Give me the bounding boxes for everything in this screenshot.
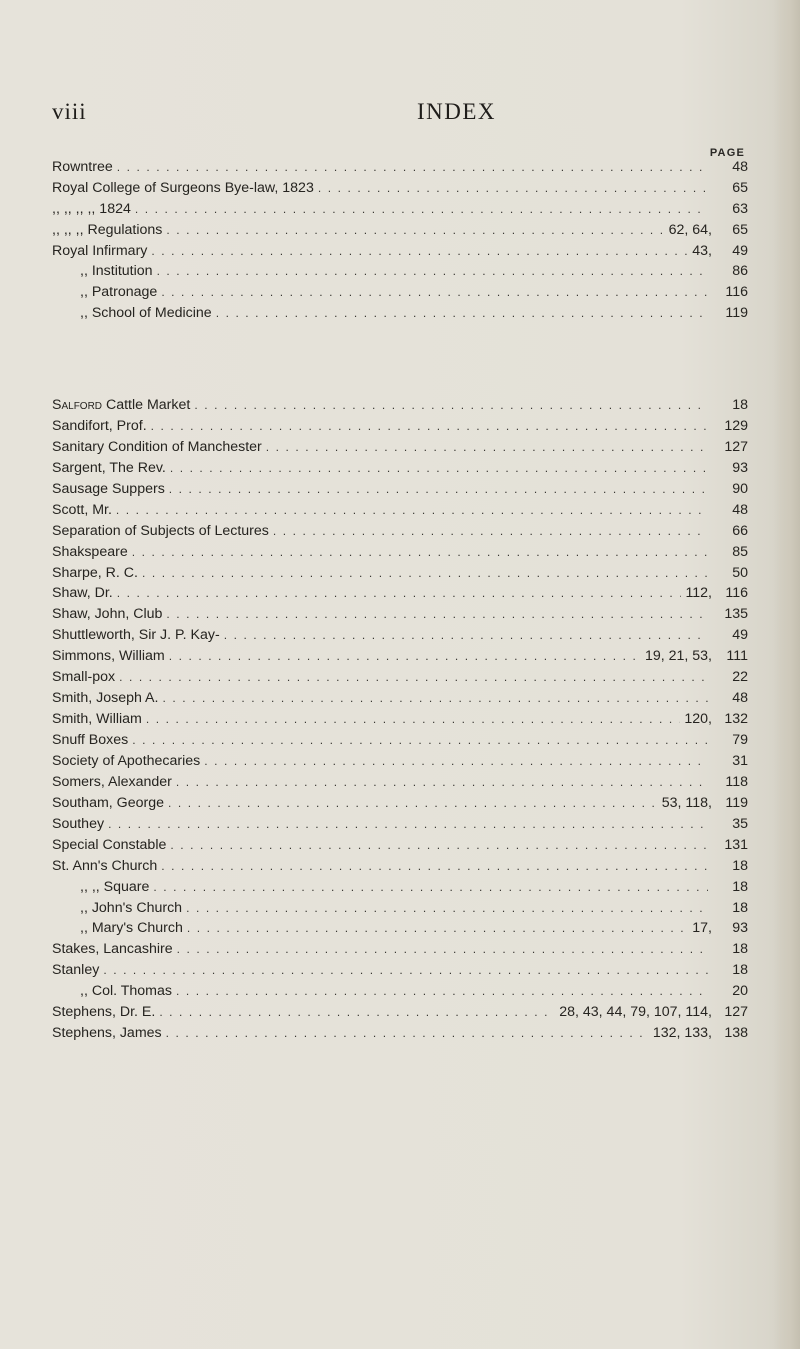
dot-leader <box>157 264 708 278</box>
entry-last-page: 50 <box>732 564 748 581</box>
dot-leader <box>153 880 708 894</box>
entry-label: Southey <box>52 815 105 832</box>
index-entry <box>52 941 748 962</box>
dot-leader <box>266 440 708 454</box>
index-entry <box>52 418 748 439</box>
index-entry <box>52 180 748 201</box>
dot-leader <box>151 419 708 433</box>
dot-leader <box>187 921 688 935</box>
entry-pages <box>688 920 748 936</box>
index-entry <box>52 690 748 711</box>
entry-pages <box>708 180 748 196</box>
entry-pages <box>708 565 748 581</box>
entry-page-refs: 132, 133, <box>652 1025 712 1042</box>
entry-pages <box>708 201 748 217</box>
dot-leader <box>117 160 708 174</box>
entry-pages <box>708 263 748 279</box>
entry-last-page: 18 <box>732 878 748 895</box>
entry-label: Separation of Subjects of Lectures <box>52 522 269 539</box>
entry-label: ,, Mary's Church <box>80 920 183 937</box>
entry-pages <box>708 284 748 300</box>
entry-label: Shuttleworth, Sir J. P. Kay- <box>52 627 220 644</box>
entry-label-smallcaps: Salford <box>52 397 103 413</box>
entry-label: Scott, Mr. <box>52 501 112 518</box>
entry-pages <box>708 690 748 706</box>
entry-last-page: 79 <box>732 732 748 748</box>
entry-label: Sanitary Condition of Manchester <box>52 438 262 455</box>
index-entry <box>52 732 748 753</box>
index-entry <box>52 606 748 627</box>
entry-page-refs: 112, <box>685 585 712 602</box>
dot-leader <box>161 859 708 873</box>
index-group-s <box>52 397 748 1046</box>
index-group-royal <box>52 159 748 326</box>
entry-label: Stanley <box>52 962 100 979</box>
index-entry <box>52 159 748 180</box>
index-entry <box>52 648 748 669</box>
entry-pages <box>708 879 748 895</box>
entry-page-refs: 19, 21, 53, <box>644 648 712 665</box>
entry-last-page: 65 <box>732 221 748 238</box>
entry-label: Sharpe, R. C. <box>52 564 138 581</box>
entry-last-page: 85 <box>732 543 748 560</box>
entry-label: ,, Col. Thomas <box>80 983 172 1000</box>
entry-last-page: 49 <box>732 627 748 644</box>
page-number: viii <box>52 99 87 124</box>
entry-last-page: 18 <box>732 857 748 874</box>
index-entry <box>52 962 748 983</box>
entry-pages <box>681 585 748 601</box>
dot-leader <box>159 1005 555 1019</box>
entry-pages <box>708 627 748 643</box>
entry-last-page: 93 <box>732 459 748 476</box>
entry-last-page: 31 <box>732 752 748 769</box>
dot-leader <box>103 963 708 977</box>
entry-page-refs: 17, <box>692 920 712 937</box>
entry-pages <box>708 669 748 685</box>
entry-label: Stephens, Dr. E. <box>52 1004 156 1021</box>
dot-leader <box>162 691 708 705</box>
dot-leader <box>166 607 708 621</box>
dot-leader <box>151 244 688 258</box>
page-edge-shadow <box>774 0 800 1349</box>
dot-leader <box>169 482 708 496</box>
entry-label: Shaw, Dr. <box>52 585 113 602</box>
entry-label: Sandifort, Prof. <box>52 417 147 434</box>
entry-pages <box>708 837 748 853</box>
index-entry <box>52 795 748 816</box>
entry-last-page: 49 <box>732 242 748 259</box>
index-entry <box>52 816 748 837</box>
entry-last-page: 18 <box>732 397 748 413</box>
dot-leader <box>119 670 708 684</box>
dot-leader <box>161 285 708 299</box>
entry-last-page: 127 <box>724 1004 748 1021</box>
index-entry <box>52 920 748 941</box>
entry-label: Sausage Suppers <box>52 480 165 497</box>
dot-leader <box>116 503 708 517</box>
index-entry <box>52 1025 748 1046</box>
entry-label: Small-pox <box>52 669 116 686</box>
entry-label: Stakes, Lancashire <box>52 941 173 958</box>
index-entry <box>52 523 748 544</box>
index-entry <box>52 284 748 305</box>
dot-leader <box>135 202 708 216</box>
entry-pages <box>708 460 748 476</box>
entry-pages <box>555 1004 748 1020</box>
entry-last-page: 22 <box>732 669 748 686</box>
entry-pages <box>680 711 748 727</box>
entry-last-page: 48 <box>732 501 748 518</box>
entry-last-page: 18 <box>732 941 748 958</box>
entry-label: Southam, George <box>52 794 164 811</box>
dot-leader <box>216 306 708 320</box>
dot-leader <box>169 649 641 663</box>
entry-last-page: 18 <box>732 899 748 916</box>
entry-label: Sargent, The Rev. <box>52 459 166 476</box>
entry-last-page: 119 <box>725 794 748 811</box>
entry-pages <box>688 243 748 259</box>
entry-pages <box>708 753 748 769</box>
entry-pages <box>658 795 748 811</box>
entry-label: Simmons, William <box>52 648 165 665</box>
entry-label: Shakspeare <box>52 543 128 560</box>
entry-page-refs: 120, <box>684 711 712 728</box>
entry-label: Rowntree <box>52 159 113 175</box>
entry-pages <box>708 523 748 539</box>
dot-leader <box>108 817 708 831</box>
entry-last-page: 48 <box>732 159 748 175</box>
entry-pages <box>708 159 748 175</box>
dot-leader <box>146 712 681 726</box>
entry-label-rest: Cattle Market <box>102 397 191 413</box>
dot-leader <box>176 984 708 998</box>
entry-last-page: 111 <box>726 648 748 665</box>
index-entry <box>52 627 748 648</box>
dot-leader <box>142 566 708 580</box>
index-entry <box>52 502 748 523</box>
index-entry <box>52 201 748 222</box>
entry-page-refs: 53, 118, <box>661 794 712 811</box>
index-entry <box>52 565 748 586</box>
entry-last-page: 129 <box>724 417 748 434</box>
entry-label: Somers, Alexander <box>52 773 172 790</box>
entry-pages <box>708 732 748 748</box>
index-entry <box>52 222 748 243</box>
entry-label: Special Constable <box>52 836 167 853</box>
dot-leader <box>166 1026 649 1040</box>
entry-pages <box>708 481 748 497</box>
index-entry <box>52 263 748 284</box>
entry-pages <box>641 648 748 664</box>
entry-pages <box>708 418 748 434</box>
entry-last-page: 131 <box>724 836 748 853</box>
dot-leader <box>318 181 708 195</box>
entry-pages <box>665 222 748 238</box>
entry-last-page: 86 <box>732 263 748 280</box>
entry-last-page: 20 <box>732 983 748 1000</box>
entry-label: Smith, William <box>52 711 142 728</box>
index-entry <box>52 585 748 606</box>
index-entry <box>52 460 748 481</box>
entry-label: Smith, Joseph A. <box>52 690 159 707</box>
entry-pages <box>708 858 748 874</box>
entry-last-page: 93 <box>732 920 748 937</box>
entry-last-page: 90 <box>732 480 748 497</box>
entry-pages <box>649 1025 748 1041</box>
dot-leader <box>168 796 658 810</box>
entry-label: ,, ,, ,, Regulations <box>52 221 163 238</box>
entry-last-page: 116 <box>725 585 748 602</box>
entry-last-page: 135 <box>724 606 748 623</box>
entry-label: Society of Apothecaries <box>52 752 201 769</box>
entry-label: Snuff Boxes <box>52 732 129 748</box>
entry-last-page: 35 <box>732 815 748 832</box>
entry-last-page: 118 <box>725 773 748 790</box>
entry-pages <box>708 900 748 916</box>
entry-pages <box>708 606 748 622</box>
dot-leader <box>117 586 682 600</box>
entry-page-refs: 43, <box>692 242 712 259</box>
entry-label: Stephens, James <box>52 1025 162 1042</box>
entry-pages <box>708 816 748 832</box>
index-entry <box>52 481 748 502</box>
index-entry <box>52 439 748 460</box>
index-entry <box>52 305 748 326</box>
index-entry <box>52 900 748 921</box>
entry-pages <box>708 544 748 560</box>
entry-label: Royal Infirmary <box>52 242 148 259</box>
index-entry <box>52 983 748 1004</box>
page-column-heading: PAGE <box>709 147 745 159</box>
entry-pages <box>708 439 748 455</box>
dot-leader <box>176 775 708 789</box>
entry-pages <box>708 397 748 413</box>
running-header <box>52 99 746 129</box>
entry-pages <box>708 305 748 321</box>
entry-pages <box>708 502 748 518</box>
entry-last-page: 116 <box>725 284 748 301</box>
dot-leader <box>166 223 664 237</box>
index-entry <box>52 243 748 264</box>
entry-pages <box>708 941 748 957</box>
entry-label: St. Ann's Church <box>52 857 158 874</box>
dot-leader <box>224 628 708 642</box>
index-entry <box>52 858 748 879</box>
entry-page-refs: 62, 64, <box>668 221 712 238</box>
entry-last-page: 63 <box>732 200 748 217</box>
entry-last-page: 127 <box>724 438 748 455</box>
entry-last-page: 66 <box>732 522 748 539</box>
entry-label: Shaw, John, Club <box>52 606 163 623</box>
entry-label: ,, Patronage <box>80 284 158 301</box>
index-entry <box>52 397 748 418</box>
entry-last-page: 132 <box>724 711 748 728</box>
dot-leader <box>186 901 708 915</box>
index-entry <box>52 879 748 900</box>
entry-label: ,, Institution <box>80 263 153 280</box>
entry-label: ,, ,, Square <box>80 878 150 895</box>
entry-label <box>52 397 194 413</box>
dot-leader <box>132 545 708 559</box>
index-entry <box>52 753 748 774</box>
entry-last-page: 138 <box>724 1025 748 1042</box>
index-entry <box>52 711 748 732</box>
index-entry <box>52 774 748 795</box>
dot-leader <box>177 942 708 956</box>
entry-pages <box>708 962 748 978</box>
index-entry <box>52 1004 748 1025</box>
entry-label: ,, John's Church <box>80 899 183 916</box>
dot-leader <box>132 733 708 747</box>
dot-leader <box>204 754 708 768</box>
dot-leader <box>273 524 708 538</box>
dot-leader <box>194 398 708 412</box>
entry-pages <box>708 983 748 999</box>
entry-label: ,, ,, ,, ,, 1824 <box>52 200 131 217</box>
index-entry <box>52 669 748 690</box>
entry-last-page: 119 <box>725 305 748 322</box>
index-entry <box>52 544 748 565</box>
dot-leader <box>170 461 708 475</box>
entry-label: ,, School of Medicine <box>80 305 212 322</box>
entry-page-refs: 28, 43, 44, 79, 107, 114, <box>559 1004 712 1021</box>
dot-leader <box>170 838 708 852</box>
entry-label: Royal College of Surgeons Bye-law, 1823 <box>52 179 314 196</box>
running-title: INDEX <box>417 99 497 124</box>
entry-last-page: 48 <box>732 690 748 707</box>
index-entry <box>52 837 748 858</box>
entry-last-page: 18 <box>732 962 748 979</box>
entry-pages <box>708 774 748 790</box>
entry-last-page: 65 <box>732 179 748 196</box>
